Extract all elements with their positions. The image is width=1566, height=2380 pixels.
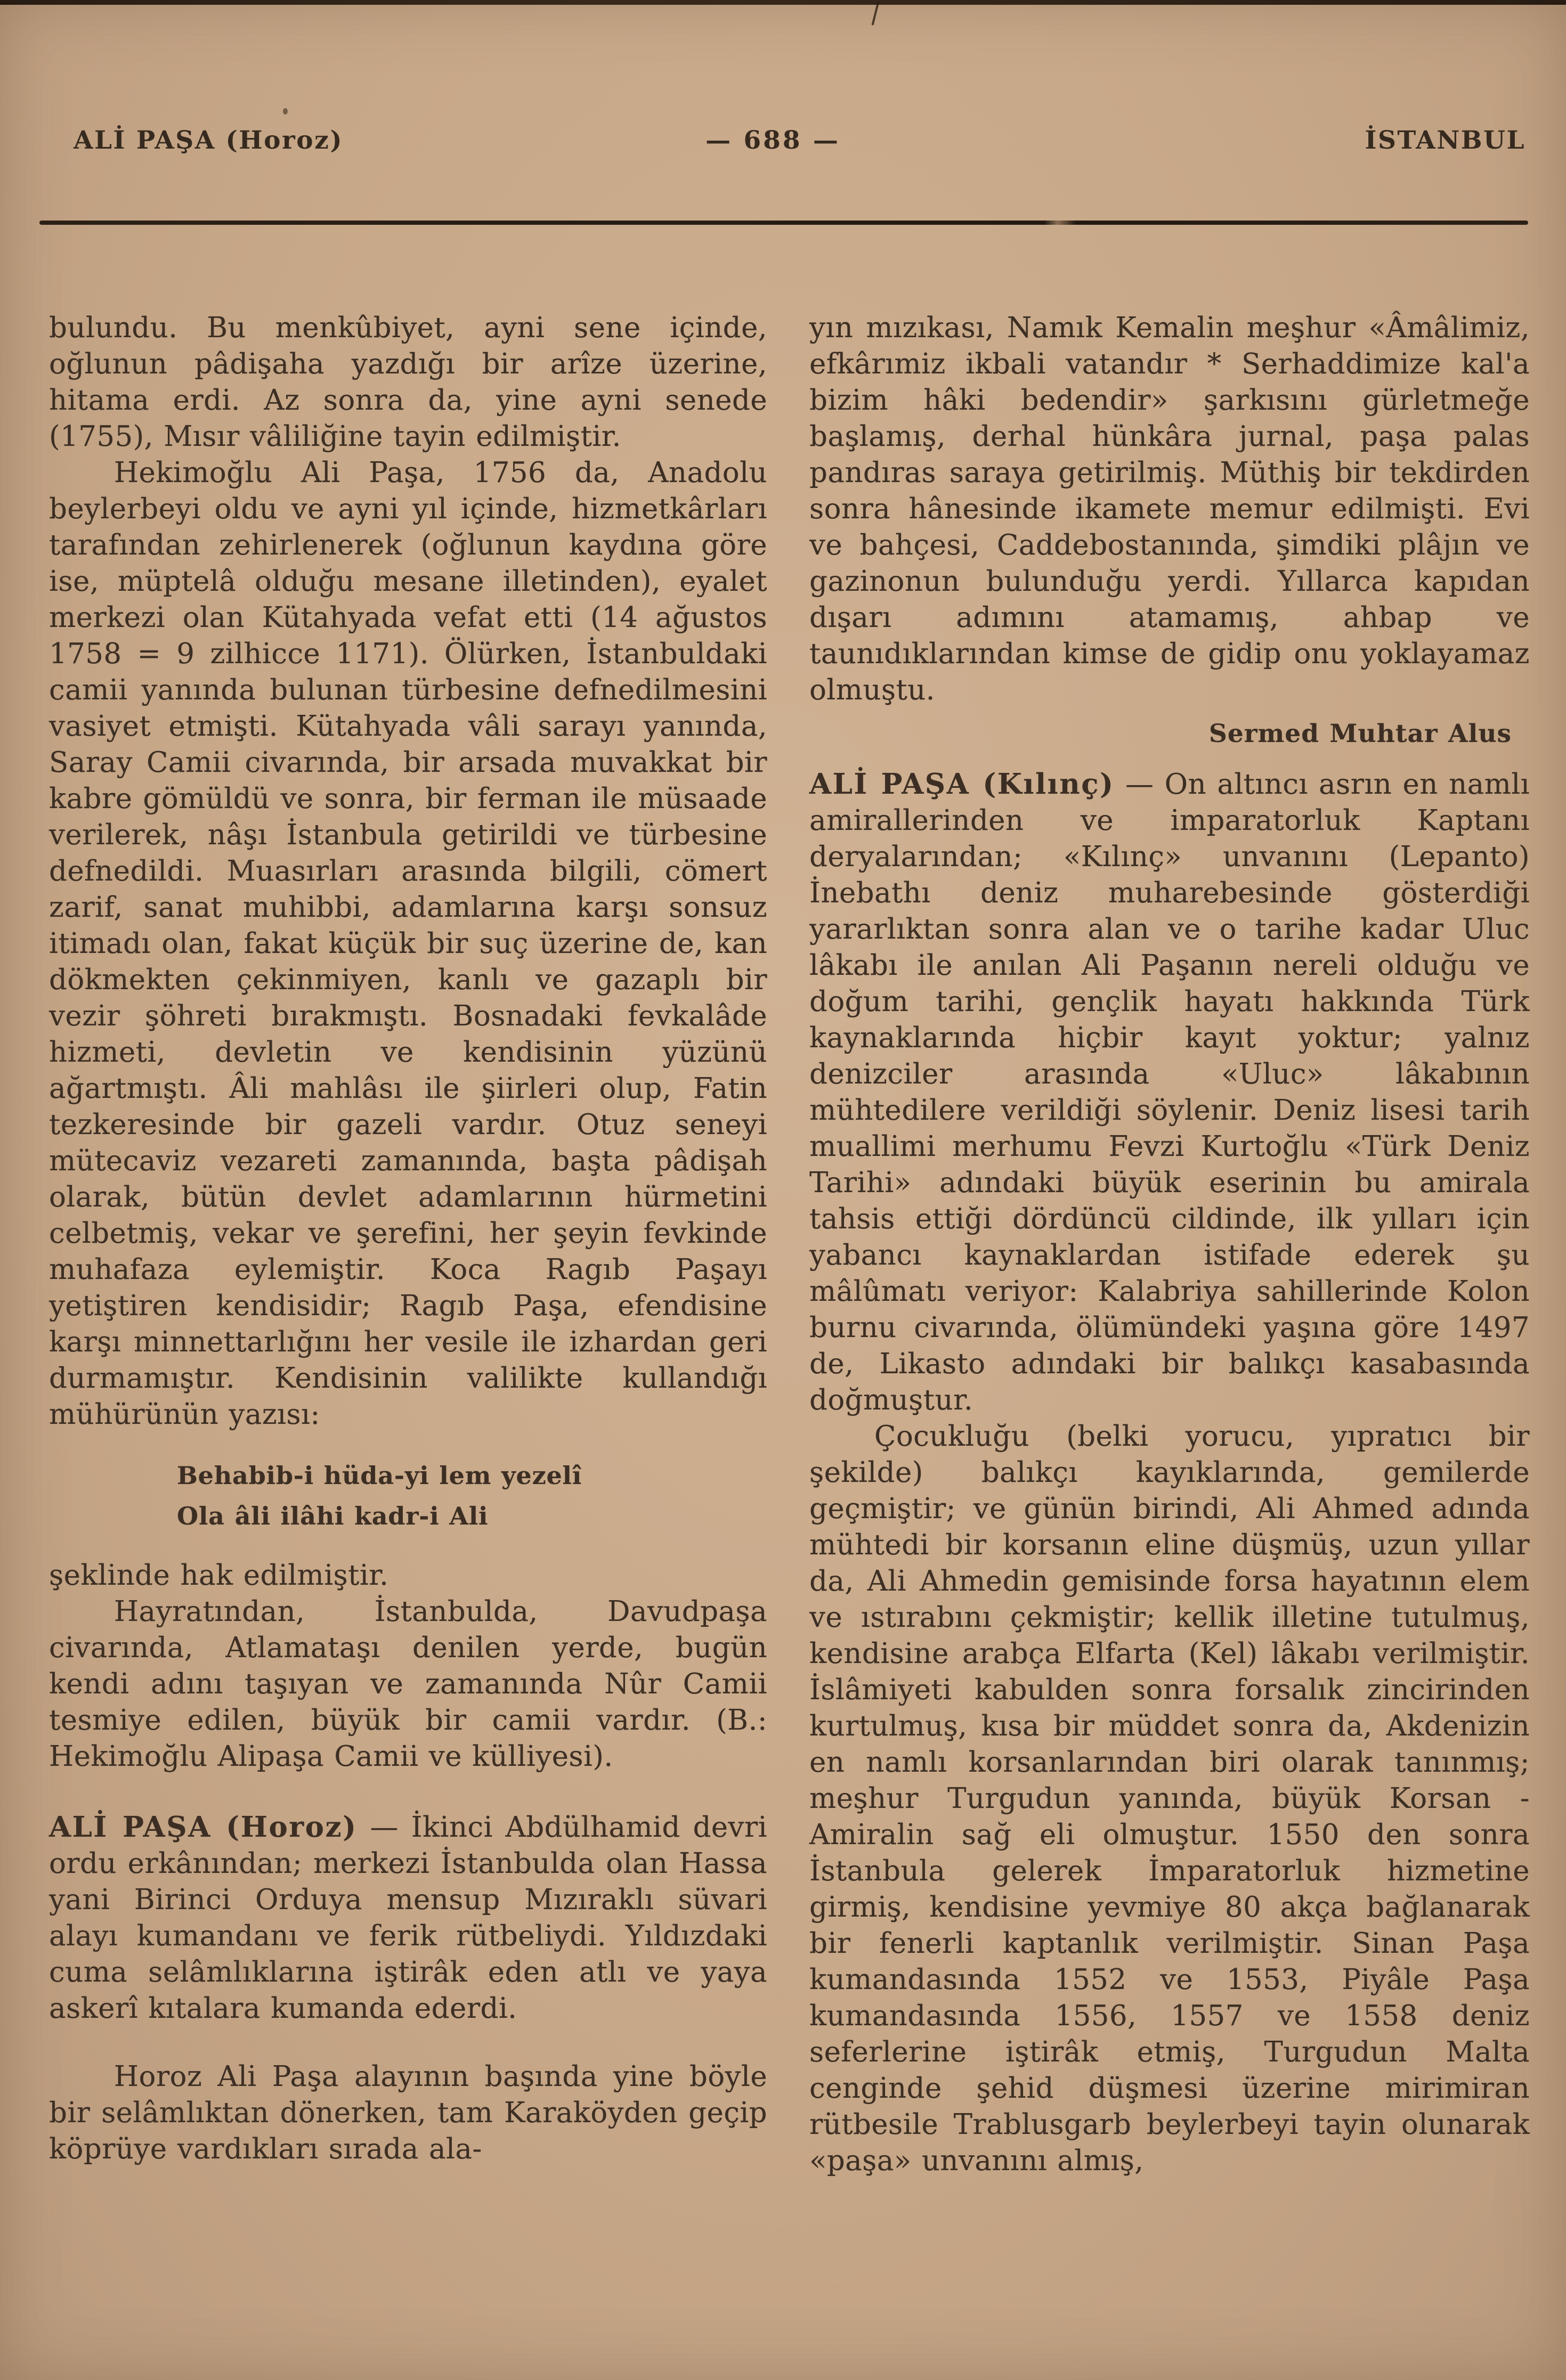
scan-top-edge	[0, 0, 1566, 5]
ink-speck	[283, 108, 288, 115]
paragraph: Horoz Ali Paşa alayının başında yine böyle bir selâmlıktan dönerken, tam Karaköyden geçip köprüye vardıkları sırada ala-	[49, 2060, 767, 2165]
column-left	[49, 310, 767, 2167]
entry-paragraph	[49, 1809, 767, 2027]
column-right	[809, 310, 1530, 2179]
entry-heading: ALİ PAŞA (Kılınç)	[809, 768, 1115, 801]
seal-verse-couplet	[177, 1455, 767, 1536]
entry-text: — On altıncı asrın en namlı amirallerinden ve imparatorluk Kaptanı deryalarından; «Kılınç» unvanını (Lepanto) İnebathı deniz muharebesinde gösterdiği yararlıktan sonra alan ve o tarihe kadar Uluc lâkabı ile anılan Ali Paşanın nereli olduğu ve doğum tarihi, gençlik hayatı hakkında Türk kaynaklarında hiçbir kayıt yoktur; yalnız denizciler arasında «Uluc» lâkabının mühtedilere verildiği söylenir. Deniz lisesi tarih muallimi merhumu Fevzi Kurtoğlu «Türk Deniz Tarihi» adındaki büyük eserinin bu amirala tahsis ettiği dördüncü cildinde, ilk yılları için yabancı kaynaklardan istifade ederek şu mâlûmatı veriyor: Kalabriya sahillerinde Kolon burnu civarında, ölümündeki yaşına göre 1497 de, Likasto adındaki bir balıkçı kasabasında doğmuştur.	[809, 768, 1530, 1416]
paragraph: Hekimoğlu Ali Paşa, 1756 da, Anadolu beylerbeyi oldu ve ayni yıl içinde, hizmetkârları tarafından zehirlenerek (oğlunun kaydına göre ise, müptelâ olduğu mesane illetinden), eyalet merkezi olan Kütahyada vefat etti (14 ağustos 1758 = 9 zilhicce 1171). Ölürken, İstanbuldaki camii yanında bulunan türbesine defnedilmesini vasiyet etmişti. Kütahyada vâli sarayı yanında, Saray Camii civarında, bir arsada muvakkat bir kabre gömüldü ve sonra, bir ferman ile müsaade verilerek, nâşı İstanbula getirildi ve türbesine defnedildi. Muasırları arasında bilgili, cömert zarif, sanat muhibbi, adamlarına karşı sonsuz itimadı olan, fakat küçük bir suç üzerine de, kan dökmekten çekinmiyen, kanlı ve gazaplı bir vezir şöhreti bırakmıştı. Bosnadaki fevkalâde hizmeti, devletin ve kendisinin yüzünü ağartmıştı. Âli mahlâsı ile şiirleri olup, Fatin tezkeresinde bir gazeli vardır. Otuz seneyi mütecaviz vezareti zamanında, başta pâdişah olarak, bütün devlet adamlarının hürmetini celbetmiş, vekar ve şerefini, her şeyin fevkinde muhafaza eylemiştir. Koca Ragıb Paşayı yetiştiren kendisidir; Ragıb Paşa, efendisine karşı minnettarlığını her vesile ile izhardan geri durmamıştır. Kendisinin valilikte kullandığı mühürünün yazısı:	[49, 457, 767, 1431]
verse-line: Behabib-i hüda-yi lem yezelî	[177, 1461, 582, 1490]
running-header	[0, 126, 1566, 160]
entry-heading: ALİ PAŞA (Horoz)	[49, 1811, 358, 1844]
paragraph-continuation: bulundu. Bu menkûbiyet, ayni sene içinde, oğlunun pâdişaha yazdığı bir arîze üzerine, hitama erdi. Az sonra da, yine ayni senede (1755), Mısır vâliliğine tayin edilmiştir.	[49, 312, 767, 453]
header-rule	[39, 221, 1528, 225]
entry-text: — İkinci Abdülhamid devri ordu erkânından; merkezi İstanbulda olan Hassa yani Birinci Orduya mensup Mızıraklı süvari alayı kumandanı ve ferik rütbeliydi. Yıldızdaki cuma selâmlıklarına iştirâk eden atlı ve yaya askerî kıtalara kumanda ederdi.	[49, 1811, 767, 2025]
entry-paragraph	[809, 766, 1530, 1419]
running-title-entry: ALİ PAŞA (Horoz)	[74, 126, 344, 155]
running-title-publication: İSTANBUL	[1365, 126, 1526, 155]
paragraph-continuation: yın mızıkası, Namık Kemalin meşhur «Âmâlimiz, efkârımiz ikbali vatandır * Serhaddimize kal'a bizim hâki bedendir» şarkısını gürletmeğe başlamış, derhal hünkâra jurnal, paşa palas pandıras saraya getirilmiş. Müthiş bir tekdirden sonra hânesinde ikamete memur edilmişti. Evi ve bahçesi, Caddebostanında, şimdiki plâjın ve gazinonun bulunduğu yerdi. Yıllarca kapıdan dışarı adımını atamamış, ahbap ve taunıdıklarından kimse de gidip onu yoklayamaz olmuştu.	[809, 312, 1530, 706]
paragraph: Hayratından, İstanbulda, Davudpaşa civarında, Atlamataşı denilen yerde, bugün kendi adını taşıyan ve zamanında Nûr Camii tesmiye edilen, büyük bir camii vardır. (B.: Hekimoğlu Alipaşa Camii ve külliyesi).	[49, 1595, 767, 1773]
page-number: — 688 —	[705, 126, 840, 155]
paragraph: şeklinde hak edilmiştir.	[49, 1559, 389, 1592]
author-signature: Sermed Muhtar Alus	[1208, 719, 1512, 748]
verse-line: Ola âli ilâhi kadr-i Ali	[177, 1502, 489, 1530]
stray-mark	[871, 1, 879, 26]
paragraph: Çocukluğu (belki yorucu, yıpratıcı bir şekilde) balıkçı kayıklarında, gemilerde geçmiştir; ve günün birindi, Ali Ahmed adında mühtedi bir korsanın eline düşmüş, uzun yıllar da, Ali Ahmedin gemisinde forsa hayatının elem ve ıstırabını çekmiştir; kellik illetine tutulmuş, kendisine arabça Elfarta (Kel) lâkabı verilmiştir. İslâmiyeti kabulden sonra forsalık zincirinden kurtulmuş, kısa bir müddet sonra da, Akdenizin en namlı korsanlarından biri olarak tanınmış; meşhur Turgudun yanında, büyük Korsan - Amiralin sağ eli olmuştur. 1550 den sonra İstanbula gelerek İmparatorluk hizmetine girmiş, kendisine yevmiye 80 akça bağlanarak bir fenerli kaptanlık verilmiştir. Sinan Paşa kumandasında 1552 ve 1553, Piyâle Paşa kumandasında 1556, 1557 ve 1558 deniz seferlerine iştirâk etmiş, Turgudun Malta cenginde şehid düşmesi üzerine mirimiran rütbesile Trablusgarb beylerbeyi tayin olunarak «paşa» unvanını almış,	[809, 1420, 1530, 2177]
